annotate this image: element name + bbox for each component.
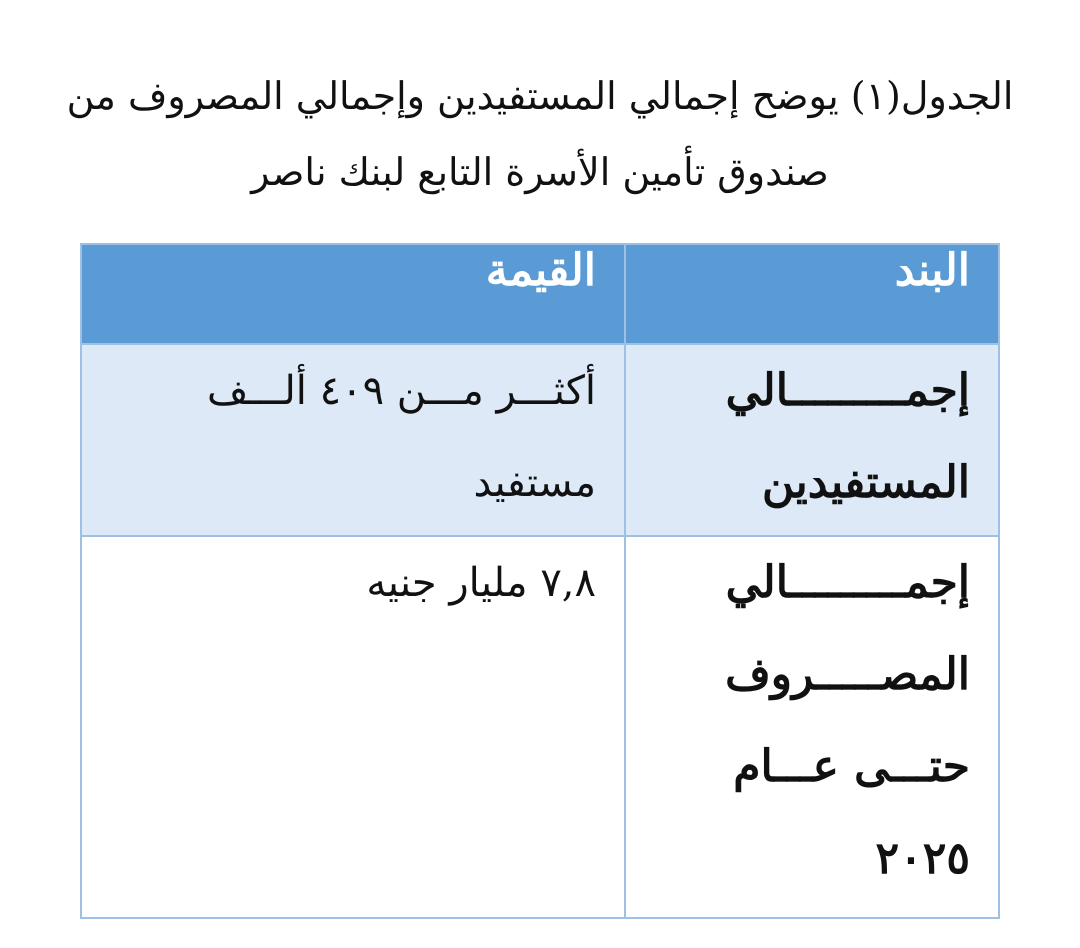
beneficiaries-spending-table <box>80 243 1000 919</box>
caption-line-1: الجدول(١) يوضح إجمالي المستفيدين وإجمالي المصروف من <box>66 74 1014 118</box>
header-value: القيمة <box>81 244 625 344</box>
caption-line-2: صندوق تأمين الأسرة التابع لبنك ناصر <box>251 150 829 194</box>
table-caption <box>60 58 1020 210</box>
cell-text-line: حتـــى عـــام <box>733 741 970 792</box>
cell-text-line: إجمـــــــــالي <box>725 557 970 608</box>
table-row <box>81 536 999 918</box>
cell-item-spending <box>625 536 999 918</box>
cell-text-line: ٢٠٢٥ <box>875 833 970 884</box>
cell-value-beneficiaries <box>81 344 625 536</box>
cell-text-line: المصـــــروف <box>725 649 970 700</box>
cell-item-beneficiaries <box>625 344 999 536</box>
cell-text-line: مستفيد <box>473 460 596 506</box>
cell-text-line: المستفيدين <box>762 457 970 508</box>
cell-text-line: ٧,٨ مليار جنيه <box>366 560 596 606</box>
table-row <box>81 344 999 536</box>
header-item: البند <box>625 244 999 344</box>
cell-text-line: أكثـــر مـــن ٤٠٩ ألـــف <box>207 368 596 414</box>
cell-value-spending <box>81 536 625 918</box>
table-header-row <box>81 244 999 344</box>
cell-text-line: إجمـــــــــالي <box>725 365 970 416</box>
